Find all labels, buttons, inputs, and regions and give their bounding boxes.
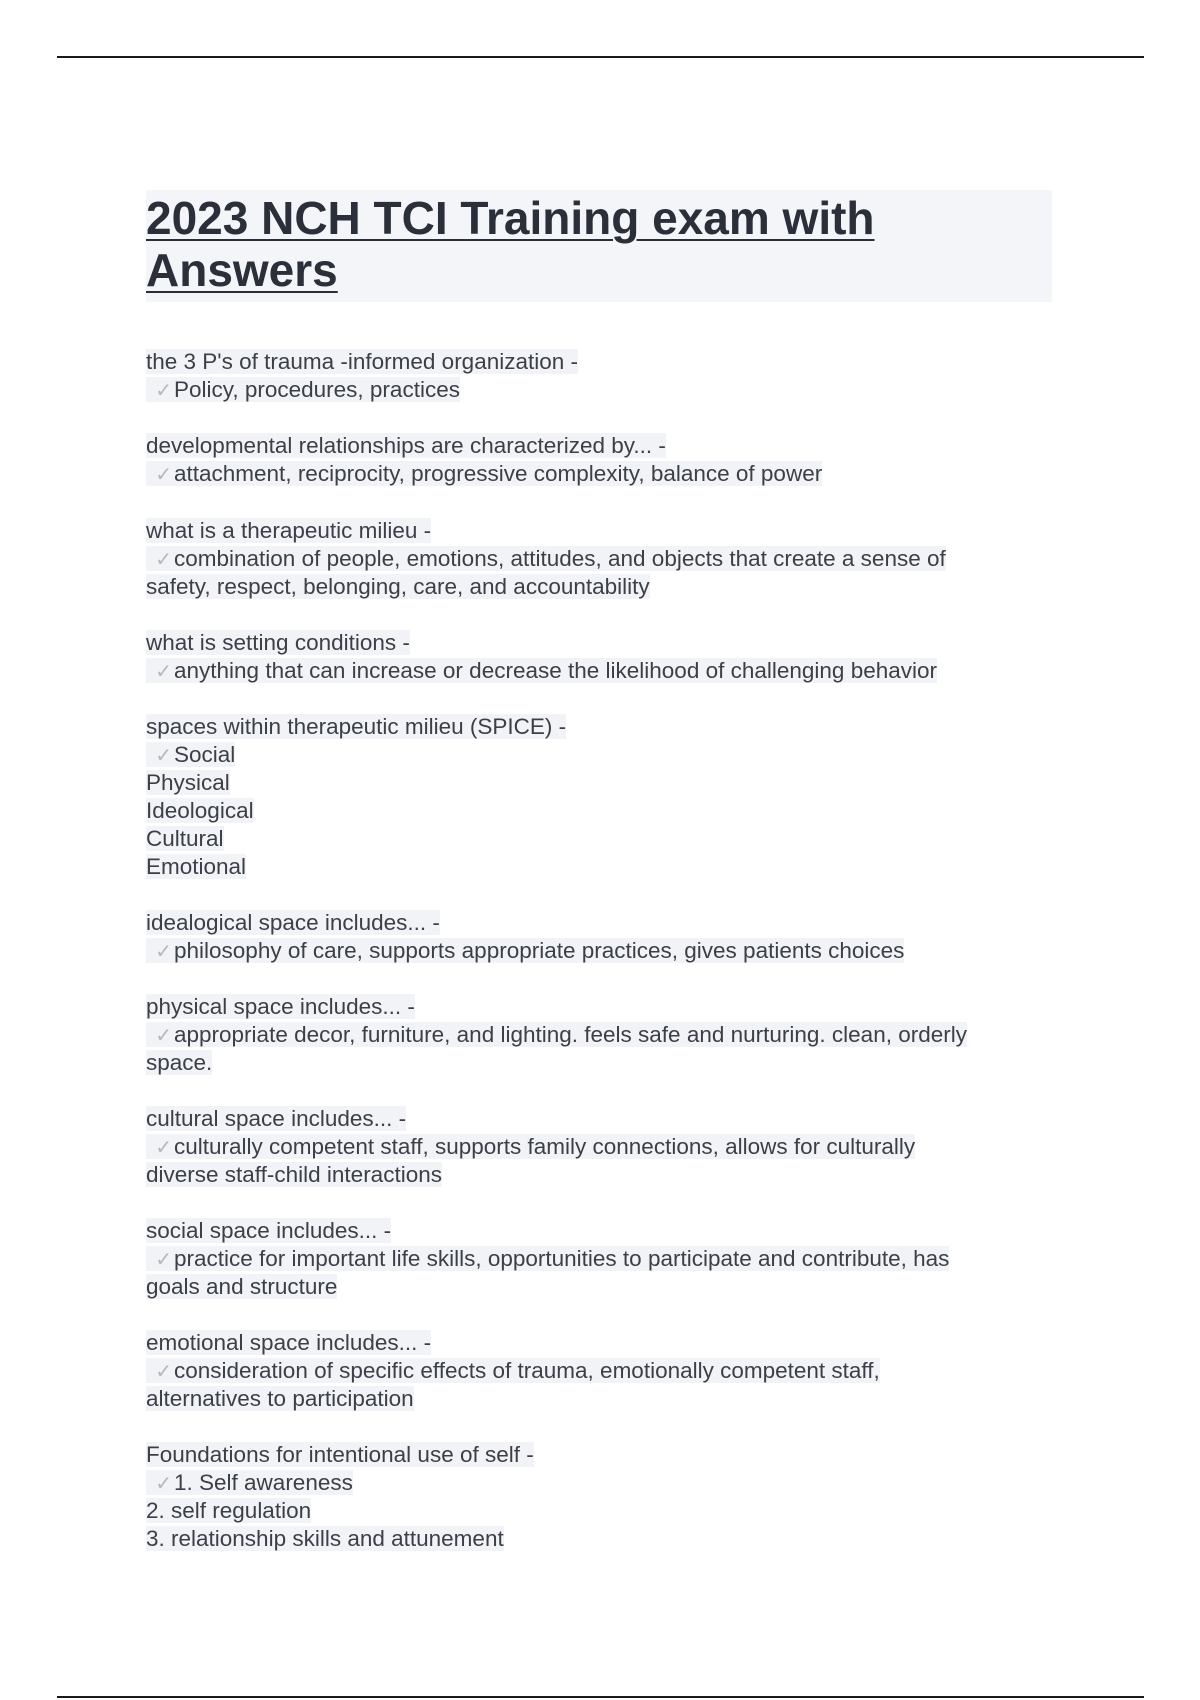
answer-line [146, 825, 1066, 853]
qa-item [146, 713, 1066, 881]
answer-line [146, 741, 1066, 769]
answer-text: consideration of specific effects of trauma, emotionally competent staff, [174, 1358, 880, 1383]
answer-text: space. [146, 1050, 213, 1075]
answer-line [146, 1525, 1066, 1553]
question-highlight: idealogical space includes... - [146, 910, 440, 935]
answer-line [146, 545, 1066, 573]
qa-list [146, 348, 1066, 1581]
answer-text: Policy, procedures, practices [174, 377, 460, 402]
answer-highlight [146, 1134, 915, 1159]
question-highlight: physical space includes... - [146, 994, 415, 1019]
answer-text: diverse staff-child interactions [146, 1162, 442, 1187]
checkmark-icon: ✓ [155, 1135, 172, 1159]
answer-text: 1. Self awareness [174, 1470, 353, 1495]
answer-text: goals and structure [146, 1274, 338, 1299]
answer-text: culturally competent staff, supports family connections, allows for culturally [174, 1134, 916, 1159]
answer-highlight [146, 742, 235, 767]
answer-line [146, 769, 1066, 797]
checkmark-icon: ✓ [155, 1359, 172, 1383]
answer-line [146, 1245, 1066, 1273]
answer-text: Physical [146, 770, 230, 795]
answer-text: practice for important life skills, opportunities to participate and contribute, has [174, 1246, 950, 1271]
qa-item [146, 517, 1066, 601]
answer-line [146, 376, 1066, 404]
answer-line [146, 657, 1066, 685]
qa-item [146, 1217, 1066, 1301]
answer-highlight [146, 938, 904, 963]
answer-text: attachment, reciprocity, progressive complexity, balance of power [174, 461, 823, 486]
question-text [146, 713, 1066, 741]
answer-text: 2. self regulation [146, 1498, 312, 1523]
answer-text: combination of people, emotions, attitudes, and objects that create a sense of [174, 546, 946, 571]
checkmark-icon: ✓ [155, 547, 172, 571]
answer-text: anything that can increase or decrease the likelihood of challenging behavior [174, 658, 938, 683]
answer-text: Social [174, 742, 236, 767]
qa-item [146, 432, 1066, 488]
answer-highlight [146, 1274, 337, 1299]
answer-line [146, 1133, 1066, 1161]
answer-highlight [146, 574, 650, 599]
checkmark-icon: ✓ [155, 1247, 172, 1271]
checkmark-icon: ✓ [155, 1023, 172, 1047]
checkmark-icon: ✓ [155, 743, 172, 767]
answer-highlight [146, 1498, 311, 1523]
checkmark-icon: ✓ [155, 462, 172, 486]
answer-line [146, 1049, 1066, 1077]
qa-item [146, 629, 1066, 685]
checkmark-icon: ✓ [155, 659, 172, 683]
answer-highlight [146, 546, 946, 571]
qa-item [146, 1105, 1066, 1189]
qa-item [146, 993, 1066, 1077]
question-highlight: what is a therapeutic milieu - [146, 518, 432, 543]
answer-highlight [146, 461, 822, 486]
checkmark-icon: ✓ [155, 378, 172, 402]
answer-highlight [146, 826, 224, 851]
question-text [146, 348, 1066, 376]
answer-highlight [146, 1470, 353, 1495]
answer-line [146, 1385, 1066, 1413]
answer-text: appropriate decor, furniture, and lighting. feels safe and nurturing. clean, orderly [174, 1022, 967, 1047]
answer-text: 3. relationship skills and attunement [146, 1526, 504, 1551]
question-text [146, 1329, 1066, 1357]
answer-highlight [146, 770, 230, 795]
answer-highlight [146, 1022, 967, 1047]
answer-highlight [146, 1162, 442, 1187]
answer-highlight [146, 377, 460, 402]
answer-line [146, 937, 1066, 965]
answer-text: Ideological [146, 798, 254, 823]
question-text [146, 909, 1066, 937]
answer-line [146, 1469, 1066, 1497]
question-highlight: social space includes... - [146, 1218, 392, 1243]
answer-line [146, 853, 1066, 881]
answer-text: safety, respect, belonging, care, and accountability [146, 574, 650, 599]
qa-item [146, 1441, 1066, 1553]
qa-item [146, 909, 1066, 965]
question-text [146, 629, 1066, 657]
answer-highlight [146, 1386, 414, 1411]
answer-line [146, 573, 1066, 601]
answer-text: philosophy of care, supports appropriate practices, gives patients choices [174, 938, 905, 963]
document-title: 2023 NCH TCI Training exam with Answers [146, 192, 875, 296]
question-text [146, 993, 1066, 1021]
question-text [146, 1441, 1066, 1469]
answer-highlight [146, 658, 937, 683]
answer-highlight [146, 1246, 949, 1271]
question-highlight: what is setting conditions - [146, 630, 410, 655]
question-highlight: Foundations for intentional use of self - [146, 1442, 534, 1467]
answer-line [146, 1497, 1066, 1525]
answer-line [146, 460, 1066, 488]
answer-highlight [146, 854, 246, 879]
answer-text: Emotional [146, 854, 247, 879]
answer-line [146, 1021, 1066, 1049]
checkmark-icon: ✓ [155, 939, 172, 963]
answer-highlight [146, 798, 254, 823]
question-text [146, 432, 1066, 460]
question-highlight: the 3 P's of trauma -informed organization - [146, 349, 579, 374]
question-highlight: developmental relationships are characterized by... - [146, 433, 666, 458]
question-highlight: spaces within therapeutic milieu (SPICE) - [146, 714, 567, 739]
top-rule [57, 56, 1144, 58]
answer-line [146, 797, 1066, 825]
checkmark-icon: ✓ [155, 1471, 172, 1495]
question-highlight: emotional space includes... - [146, 1330, 432, 1355]
answer-line [146, 1161, 1066, 1189]
qa-item [146, 348, 1066, 404]
answer-line [146, 1357, 1066, 1385]
answer-text: alternatives to participation [146, 1386, 414, 1411]
answer-highlight [146, 1526, 504, 1551]
bottom-rule [57, 1696, 1144, 1698]
qa-item [146, 1329, 1066, 1413]
answer-text: Cultural [146, 826, 224, 851]
question-text [146, 1105, 1066, 1133]
answer-line [146, 1273, 1066, 1301]
answer-highlight [146, 1358, 880, 1383]
question-highlight: cultural space includes... - [146, 1106, 407, 1131]
question-text [146, 517, 1066, 545]
question-text [146, 1217, 1066, 1245]
answer-highlight [146, 1050, 212, 1075]
